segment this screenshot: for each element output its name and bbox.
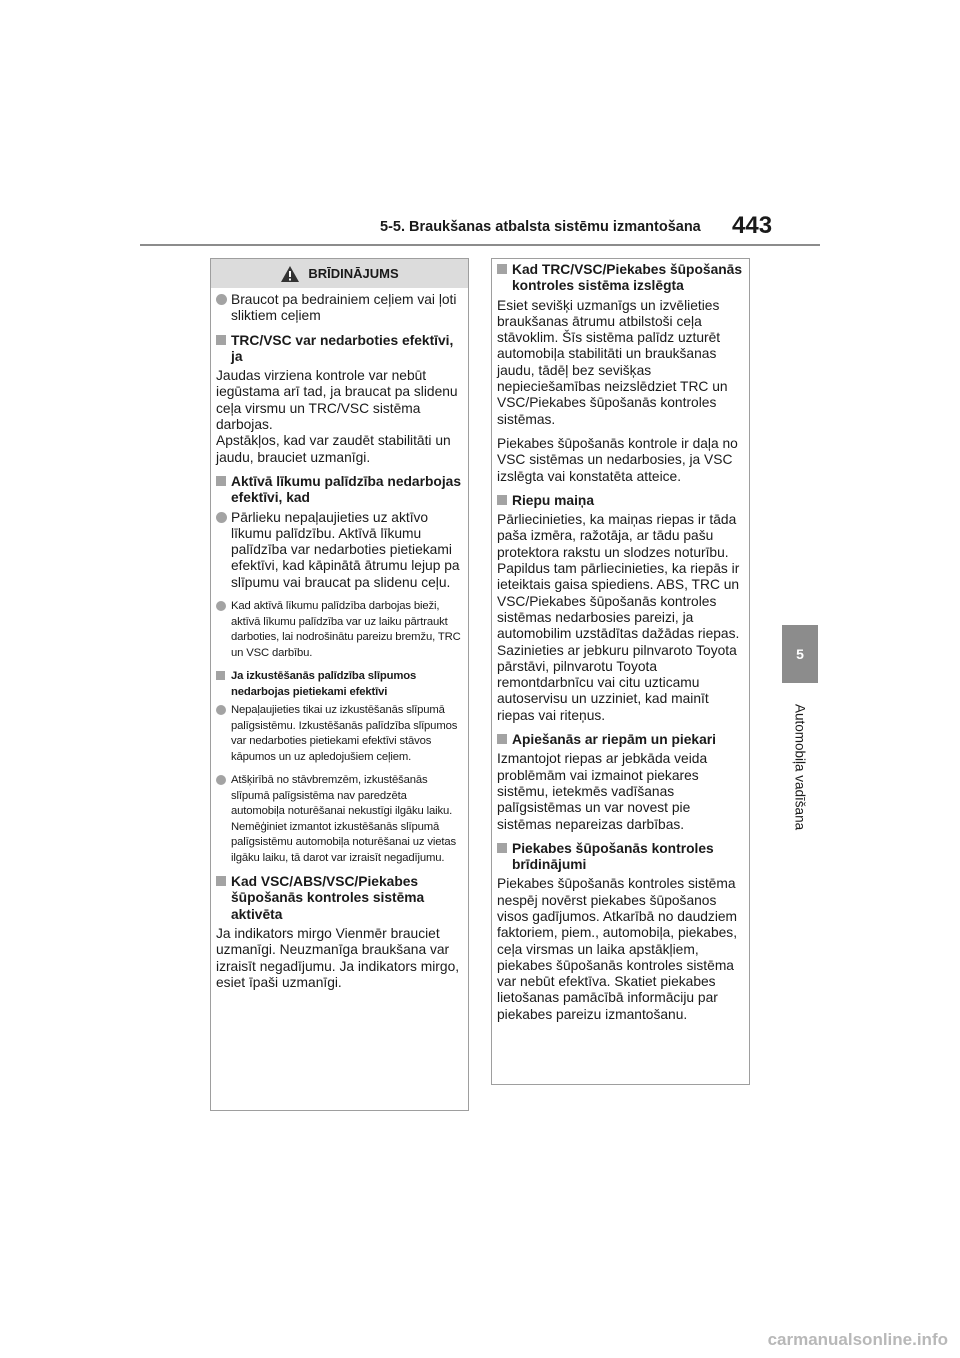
section-heading: Ja izkustēšanās palīdzība slīpumos nedarbojas pietiekami efektīvi — [216, 669, 462, 700]
watermark: carmanualsonline.info — [767, 1330, 948, 1349]
section-heading: Piekabes šūpošanās kontroles brīdinājumi — [497, 841, 743, 874]
paragraph: Apstākļos, kad var zaudēt stabilitāti un jaudu, brauciet uzmanīgi. — [216, 433, 451, 465]
right-content — [492, 259, 749, 1023]
bullet-dot-icon — [216, 294, 227, 305]
chapter-tab-number: 5 — [782, 625, 818, 683]
section-heading: Riepu maiņa — [497, 493, 743, 509]
square-bullet-icon — [216, 671, 225, 680]
bullet-dot-icon — [216, 601, 226, 611]
square-bullet-icon — [497, 734, 507, 744]
square-bullet-icon — [216, 476, 226, 486]
bullet-item: Atšķirībā no stāvbremzēm, izkustēšanās slīpumā palīgsistēma nav paredzēta automobiļa noturēšanai nekustīgi ilgāku laiku. Nemēģiniet izmantot izkustēšanās slīpumā palīgsistēmu automobiļa noturēšanai uz vietas ilgāku laiku, tā darot var izraisīt negadījumu. — [216, 773, 462, 866]
bullet-item: Nepaļaujieties tikai uz izkustēšanās slīpumā palīgsistēmu. Izkustēšanās palīdzība slīpumos var nedarboties pietiekami efektīvi stāvos kāpumos un uz apledojušiem ceļiem. — [216, 703, 462, 765]
paragraph: Piekabes šūpošanās kontrole ir daļa no VSC sistēmas un nedarbosies, ja VSC izslēgta vai konstatēta atteice. — [497, 435, 738, 484]
paragraph: Ja indikators mirgo Vienmēr brauciet uzmanīgi. Neuzmanīga braukšana var izraisīt negadījumu. Ja indikators mirgo, esiet īpaši uzmanīgi. — [216, 925, 460, 990]
warning-triangle-icon — [280, 265, 300, 283]
chapter-tab-label: Automobiļa vadīšana — [792, 703, 808, 831]
bullet-item: Pārlieku nepaļaujieties uz aktīvo līkumu palīdzību. Aktīvā līkumu palīdzība var nedarboties pietiekami efektīvi, kad kāpinātā ātrumu lejup pa slīpumu vai braucat pa slidenu ceļu. — [216, 510, 462, 591]
paragraph: Piekabes šūpošanās kontroles sistēma nespēj novērst piekabes šūpošanos visos gadījumos. Atkarībā no daudziem faktoriem, piem., automobiļa, piekabes, ceļa virsmas un laika apstākļiem, piekabes šūpošanās kontroles sistēma var nebūt efektīva. Skatiet piekabes lietošanas pamācībā informāciju par piekabes pareizu izmantošanu. — [497, 876, 738, 1022]
warning-title: BRĪDINĀJUMS — [308, 266, 399, 281]
paragraph: Sazinieties ar jebkuru pilnvaroto Toyota pārstāvi, pilnvarotu Toyota remontdarbnīcu vai citu uzticamu autoservisu un uzziniet, kad mainīt riepas vai riteņus. — [497, 642, 737, 723]
bullet-item: Braucot pa bedrainiem ceļiem vai ļoti sliktiem ceļiem — [216, 292, 462, 325]
section-heading: TRC/VSC var nedarboties efektīvi, ja — [216, 333, 462, 366]
section-heading: Kad VSC/ABS/VSC/Piekabes šūpošanās kontroles sistēma aktivēta — [216, 874, 462, 923]
square-bullet-icon — [497, 495, 507, 505]
warning-box-right — [491, 258, 750, 1085]
paragraph: Esiet sevišķi uzmanīgs un izvēlieties braukšanas ātrumu atbilstoši ceļa stāvoklim. Šīs sistēma palīdz uzturēt automobiļa stabilitāti un braukšanas jaudu, tādēļ bez sevišķas nepieciešamības neizslēdziet TRC un VSC/Piekabes šūpošanās kontroles sistēmas. — [497, 297, 728, 427]
bullet-dot-icon — [216, 775, 226, 785]
paragraph: Izmantojot riepas ar jebkāda veida problēmām vai izmainot piekares sistēmu, ietekmēs vadīšanas palīgsistēmas un var novest pie sistēmas nepareizas darbības. — [497, 751, 708, 832]
left-content — [211, 288, 468, 991]
paragraph: Jaudas virziena kontrole var nebūt iegūstama arī tad, ja braucat pa slidenu ceļa virsmu un TRC/VSC sistēma darbojas. — [216, 368, 458, 433]
bullet-dot-icon — [216, 705, 226, 715]
section-heading: Apiešanās ar riepām un piekari — [497, 732, 743, 748]
square-bullet-icon — [216, 876, 226, 886]
section-heading: Aktīvā līkumu palīdzība nedarbojas efektīvi, kad — [216, 474, 462, 507]
warning-header — [211, 259, 468, 288]
section-heading: Kad TRC/VSC/Piekabes šūpošanās kontroles sistēma izslēgta — [497, 262, 743, 295]
square-bullet-icon — [497, 264, 507, 274]
warning-box-left — [210, 258, 469, 1111]
square-bullet-icon — [497, 843, 507, 853]
page-number: 443 — [732, 212, 773, 239]
square-bullet-icon — [216, 335, 226, 345]
running-header-title: 5-5. Braukšanas atbalsta sistēmu izmantošana — [380, 219, 701, 235]
paragraph: Pārliecinieties, ka maiņas riepas ir tāda paša izmēra, ražotāja, ar tādu pašu protektora rakstu un slodzes noturību. Papildus tam pārliecinieties, ka riepās ir ieteiktais gaisa spiediens. ABS, TRC un VSC/Piekabes šūpošanās kontroles sistēmas nedarbosies pareizi, ja automobilim uzstādītas dažādas riepas. — [497, 512, 740, 642]
bullet-item: Kad aktīvā līkumu palīdzība darbojas bieži, aktīvā līkumu palīdzība var uz laiku pārtraukt darboties, lai nodrošinātu pareizu bremžu, TRC un VSC darbību. — [216, 599, 462, 661]
header-rule — [140, 244, 820, 246]
bullet-dot-icon — [216, 512, 227, 523]
